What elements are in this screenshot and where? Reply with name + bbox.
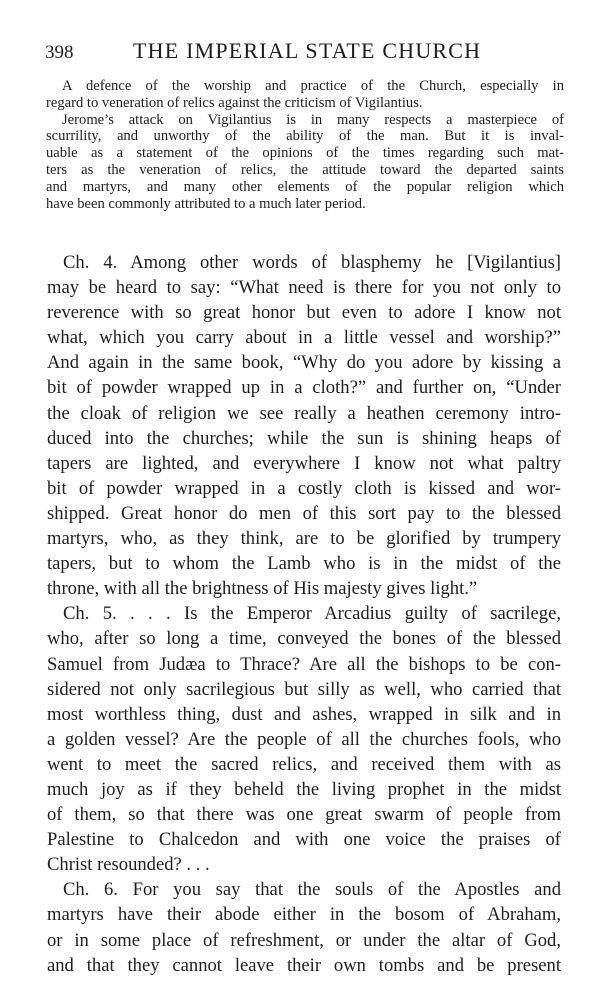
running-header xyxy=(45,38,565,68)
text-line: duced into the churches; while the sun is shining heaps of xyxy=(47,427,561,449)
text-line: Christ resounded? . . . xyxy=(47,854,210,876)
text-line: the cloak of religion we see really a heathen ceremony intro- xyxy=(47,402,561,424)
text-line: uable as a statement of the opinions of the times regarding such mat- xyxy=(46,145,564,162)
text-line: throne, with all the brightness of His majesty gives light.” xyxy=(47,578,478,600)
text-line: Palestine to Chalcedon and with one voice the praises of xyxy=(47,829,561,851)
text-line: And again in the same book, “Why do you adore by kissing a xyxy=(47,352,561,374)
text-line: regard to veneration of relics against the criticism of Vigilantius. xyxy=(46,94,423,111)
introductory-note xyxy=(46,78,564,212)
text-line: of them, so that there was one great swarm of people from xyxy=(47,804,561,826)
paragraph xyxy=(46,78,564,112)
text-line: A defence of the worship and practice of the Church, especially in xyxy=(62,78,564,94)
text-line: Ch. 5. . . . Is the Emperor Arcadius guilty of sacrilege, xyxy=(63,603,561,625)
text-line: or in some place of refreshment, or under the altar of God, xyxy=(47,929,561,951)
text-line: and that they cannot leave their own tombs and be present xyxy=(47,954,561,976)
text-line: have been commonly attributed to a much later period. xyxy=(46,195,366,212)
paragraph xyxy=(47,250,561,601)
text-line: much joy as if they beheld the living prophet in the midst xyxy=(47,778,561,800)
text-line: most worthless thing, dust and ashes, wrapped in silk and in xyxy=(47,703,561,725)
paragraph xyxy=(46,112,564,213)
text-line: tapers are lighted, and everywhere I know not what paltry xyxy=(47,452,561,474)
text-line: bit of powder wrapped in a costly cloth is kissed and wor- xyxy=(47,477,561,499)
text-line: Ch. 4. Among other words of blasphemy he [Vigilantius] xyxy=(63,252,561,273)
text-line: may be heard to say: “What need is there for you not only to xyxy=(47,277,561,299)
text-line: who, after so long a time, conveyed the bones of the blessed xyxy=(47,628,561,650)
text-line: Ch. 6. For you say that the souls of the Apostles and xyxy=(63,879,561,901)
text-line: scurrility, and unworthy of the ability of the man. But it is inval- xyxy=(46,128,564,145)
body-text xyxy=(47,250,561,978)
text-line: bit of powder wrapped up in a cloth?” and further on, “Under xyxy=(47,377,561,399)
text-line: and martyrs, and many other elements of the popular religion which xyxy=(46,178,564,195)
text-line: martyrs, who, as they think, are to be glorified by trumpery xyxy=(47,528,561,550)
running-title: THE IMPERIAL STATE CHURCH xyxy=(133,38,482,63)
text-line: Jerome’s attack on Vigilantius is in many respects a masterpiece of xyxy=(62,111,564,128)
text-line: ters as the veneration of relics, the attitude toward the departed saints xyxy=(46,161,564,178)
text-line: Samuel from Judæa to Thrace? Are all the bishops to be con- xyxy=(47,653,561,675)
text-line: a golden vessel? Are the people of all the churches fools, who xyxy=(47,728,561,750)
text-line: shipped. Great honor do men of this sort pay to the blessed xyxy=(47,502,561,524)
text-line: sidered not only sacrilegious but silly as well, who carried that xyxy=(47,678,561,700)
text-line: martyrs have their abode either in the bosom of Abraham, xyxy=(47,904,561,926)
text-line: tapers, but to whom the Lamb who is in the midst of the xyxy=(47,553,561,575)
paragraph xyxy=(47,877,561,977)
text-line: went to meet the sacred relics, and received them with as xyxy=(47,753,561,775)
text-line: reverence with so great honor but even to adore I know not xyxy=(47,302,561,324)
text-line: what, which you carry about in a little vessel and worship?” xyxy=(47,327,561,349)
paragraph xyxy=(47,601,561,877)
page-number: 398 xyxy=(45,42,74,63)
